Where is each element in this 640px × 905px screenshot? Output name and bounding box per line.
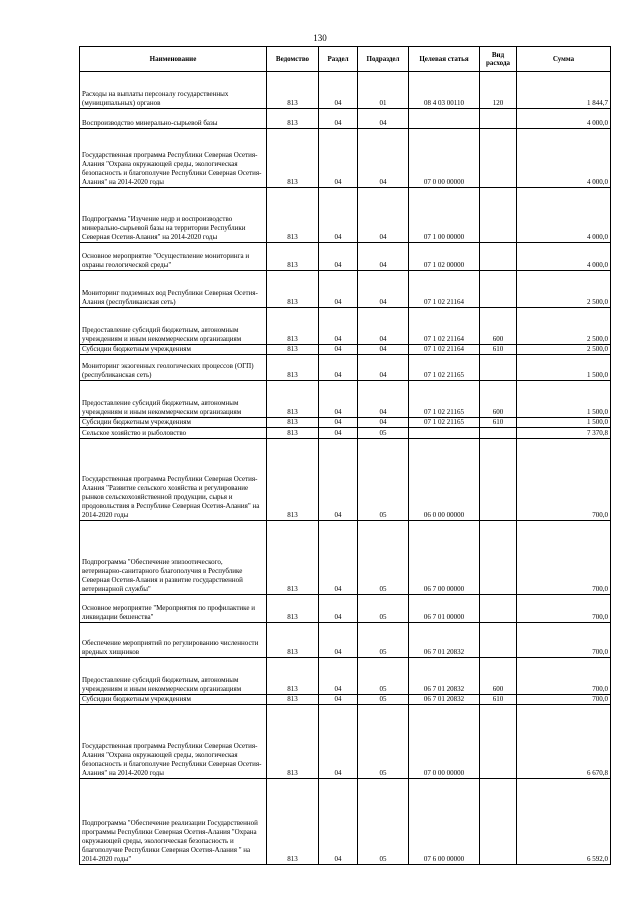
cell-section: 04 [319, 418, 358, 428]
cell-subsection: 04 [358, 308, 409, 345]
table-row [80, 109, 611, 129]
table-row [80, 695, 611, 705]
cell-expense [480, 779, 517, 865]
cell-subsection: 05 [358, 439, 409, 521]
table-row [80, 129, 611, 188]
cell-target: 06 7 01 20832 [409, 623, 480, 658]
cell-section: 04 [319, 381, 358, 418]
cell-section: 04 [319, 439, 358, 521]
table-row [80, 381, 611, 418]
cell-sum: 2 500,0 [517, 271, 611, 308]
cell-sum: 700,0 [517, 439, 611, 521]
cell-subsection: 04 [358, 129, 409, 188]
cell-expense: 120 [480, 72, 517, 109]
header-sum: Сумма [517, 47, 611, 72]
table-row [80, 345, 611, 355]
cell-ministry: 813 [267, 308, 319, 345]
table-body [80, 72, 611, 865]
cell-section: 04 [319, 355, 358, 381]
cell-target: 08 4 03 00110 [409, 72, 480, 109]
cell-name: Субсидии бюджетным учреждениям [80, 345, 267, 355]
cell-name: Субсидии бюджетным учреждениям [80, 418, 267, 428]
cell-section: 04 [319, 129, 358, 188]
cell-name: Расходы на выплаты персоналу государственных (муниципальных) органов [80, 72, 267, 109]
cell-sum: 2 500,0 [517, 345, 611, 355]
cell-name: Государственная программа Республики Северная Осетия-Алания "Охрана окружающей среды, экологическая безопасность и благополучие Республики Северная Осетия-Алания" на 2014-2020 годы [80, 129, 267, 188]
cell-section: 04 [319, 779, 358, 865]
table-row [80, 418, 611, 428]
cell-expense: 600 [480, 658, 517, 695]
cell-name: Подпрограмма "Обеспечение реализации Государственной программы Республики Северная Осетия-Алания "Охрана окружающей среды, экологическая безопасность и благополучие Республики Северная Осетия-Алания " на 2014-2020 годы" [80, 779, 267, 865]
header-expense: Вид расхода [480, 47, 517, 72]
table-row [80, 705, 611, 779]
cell-ministry: 813 [267, 658, 319, 695]
cell-sum: 700,0 [517, 623, 611, 658]
cell-section: 04 [319, 72, 358, 109]
cell-name: Сельское хозяйство и рыболовство [80, 428, 267, 439]
table-row [80, 779, 611, 865]
cell-name: Государственная программа Республики Северная Осетия-Алания "Развитие сельского хозяйства и регулирование рынков сельскохозяйственной продукции, сырья и продовольствия в Республике Северная Осетия-Алания" на 2014-2020 годы [80, 439, 267, 521]
cell-section: 04 [319, 109, 358, 129]
cell-ministry: 813 [267, 271, 319, 308]
cell-ministry: 813 [267, 705, 319, 779]
cell-expense: 600 [480, 308, 517, 345]
cell-name: Субсидии бюджетным учреждениям [80, 695, 267, 705]
cell-target: 07 1 02 21164 [409, 308, 480, 345]
table-row [80, 308, 611, 345]
cell-expense [480, 595, 517, 623]
cell-target: 07 0 00 00000 [409, 705, 480, 779]
cell-name: Основное мероприятие "Осуществление мониторинга и охраны геологической среды" [80, 243, 267, 271]
cell-section: 04 [319, 705, 358, 779]
cell-target: 07 1 02 21164 [409, 345, 480, 355]
cell-subsection: 04 [358, 418, 409, 428]
cell-sum: 1 500,0 [517, 355, 611, 381]
cell-subsection: 04 [358, 381, 409, 418]
cell-subsection: 01 [358, 72, 409, 109]
cell-subsection: 04 [358, 271, 409, 308]
cell-name: Мониторинг подземных вод Республики Северная Осетия-Алания (республиканская сеть) [80, 271, 267, 308]
cell-expense [480, 271, 517, 308]
header-section: Раздел [319, 47, 358, 72]
cell-ministry: 813 [267, 521, 319, 595]
cell-sum: 700,0 [517, 658, 611, 695]
cell-name: Государственная программа Республики Северная Осетия-Алания "Охрана окружающей среды, экологическая безопасность и благополучие Республики Северная Осетия-Алания" на 2014-2020 годы [80, 705, 267, 779]
cell-subsection: 05 [358, 695, 409, 705]
cell-subsection: 05 [358, 658, 409, 695]
cell-target: 07 1 02 21165 [409, 418, 480, 428]
table-row [80, 72, 611, 109]
cell-target: 07 6 00 00000 [409, 779, 480, 865]
cell-subsection: 05 [358, 428, 409, 439]
cell-name: Подпрограмма "Изучение недр и воспроизводство минерально-сырьевой базы на территории Республики Северная Осетия-Алания" на 2014-2020 годы [80, 188, 267, 243]
cell-target: 07 1 02 21165 [409, 381, 480, 418]
cell-section: 04 [319, 521, 358, 595]
cell-ministry: 813 [267, 188, 319, 243]
cell-section: 04 [319, 695, 358, 705]
cell-name: Воспроизводство минерально-сырьевой базы [80, 109, 267, 129]
cell-sum: 1 500,0 [517, 381, 611, 418]
page-number: 130 [313, 33, 327, 43]
cell-sum: 6 592,0 [517, 779, 611, 865]
cell-sum: 4 000,0 [517, 243, 611, 271]
cell-ministry: 813 [267, 243, 319, 271]
budget-table [79, 46, 611, 865]
table-row [80, 658, 611, 695]
cell-ministry: 813 [267, 779, 319, 865]
cell-sum: 6 670,8 [517, 705, 611, 779]
table-row [80, 428, 611, 439]
header-name: Наименование [80, 47, 267, 72]
table-row [80, 439, 611, 521]
cell-sum: 4 000,0 [517, 129, 611, 188]
cell-subsection: 05 [358, 779, 409, 865]
cell-expense [480, 623, 517, 658]
cell-expense [480, 109, 517, 129]
cell-expense: 610 [480, 345, 517, 355]
cell-sum: 1 500,0 [517, 418, 611, 428]
cell-ministry: 813 [267, 623, 319, 658]
cell-section: 04 [319, 243, 358, 271]
table-row [80, 188, 611, 243]
cell-subsection: 05 [358, 521, 409, 595]
cell-subsection: 04 [358, 109, 409, 129]
cell-expense: 610 [480, 418, 517, 428]
table-row [80, 521, 611, 595]
table-row [80, 355, 611, 381]
table-row [80, 623, 611, 658]
header-row [80, 47, 611, 72]
cell-target: 06 0 00 00000 [409, 439, 480, 521]
cell-sum: 700,0 [517, 695, 611, 705]
cell-subsection: 04 [358, 243, 409, 271]
cell-target [409, 109, 480, 129]
cell-ministry: 813 [267, 109, 319, 129]
header-ministry: Ведомство [267, 47, 319, 72]
cell-section: 04 [319, 271, 358, 308]
cell-name: Предоставление субсидий бюджетным, автономным учреждениям и иным некоммерческим организациям [80, 658, 267, 695]
cell-ministry: 813 [267, 355, 319, 381]
cell-expense [480, 439, 517, 521]
table-row [80, 595, 611, 623]
cell-target: 06 7 01 20832 [409, 658, 480, 695]
cell-subsection: 05 [358, 705, 409, 779]
cell-subsection: 04 [358, 188, 409, 243]
cell-sum: 700,0 [517, 595, 611, 623]
cell-target: 06 7 01 00000 [409, 595, 480, 623]
cell-section: 04 [319, 345, 358, 355]
cell-section: 04 [319, 428, 358, 439]
cell-name: Подпрограмма "Обеспечение эпизоотического, ветеринарно-санитарного благополучия в Республике Северная Осетия-Алания и развитие государственной ветеринарной службы" [80, 521, 267, 595]
cell-section: 04 [319, 595, 358, 623]
cell-ministry: 813 [267, 72, 319, 109]
cell-section: 04 [319, 308, 358, 345]
cell-ministry: 813 [267, 345, 319, 355]
cell-sum: 7 370,8 [517, 428, 611, 439]
cell-target: 07 1 02 00000 [409, 243, 480, 271]
cell-ministry: 813 [267, 381, 319, 418]
cell-sum: 2 500,0 [517, 308, 611, 345]
header-target: Целевая статья [409, 47, 480, 72]
cell-subsection: 04 [358, 355, 409, 381]
cell-section: 04 [319, 623, 358, 658]
cell-expense: 600 [480, 381, 517, 418]
cell-ministry: 813 [267, 695, 319, 705]
cell-subsection: 05 [358, 595, 409, 623]
cell-ministry: 813 [267, 595, 319, 623]
cell-section: 04 [319, 658, 358, 695]
cell-name: Предоставление субсидий бюджетным, автономным учреждениям и иным некоммерческим организациям [80, 381, 267, 418]
cell-expense [480, 521, 517, 595]
cell-expense [480, 705, 517, 779]
cell-sum: 4 000,0 [517, 109, 611, 129]
cell-subsection: 05 [358, 623, 409, 658]
cell-expense [480, 428, 517, 439]
cell-ministry: 813 [267, 439, 319, 521]
cell-ministry: 813 [267, 129, 319, 188]
table-row [80, 271, 611, 308]
cell-expense: 610 [480, 695, 517, 705]
cell-target: 07 1 02 21164 [409, 271, 480, 308]
cell-sum: 4 000,0 [517, 188, 611, 243]
cell-target: 06 7 00 00000 [409, 521, 480, 595]
cell-expense [480, 355, 517, 381]
cell-expense [480, 243, 517, 271]
cell-ministry: 813 [267, 428, 319, 439]
cell-target [409, 428, 480, 439]
cell-name: Предоставление субсидий бюджетным, автономным учреждениям и иным некоммерческим организациям [80, 308, 267, 345]
table-row [80, 243, 611, 271]
cell-target: 07 0 00 00000 [409, 129, 480, 188]
cell-name: Обеспечение мероприятий по регулированию численности вредных хищников [80, 623, 267, 658]
cell-name: Мониторинг экзогенных геологических процессов (ОГП) (республиканская сеть) [80, 355, 267, 381]
cell-expense [480, 188, 517, 243]
cell-sum: 1 844,7 [517, 72, 611, 109]
cell-target: 07 1 02 21165 [409, 355, 480, 381]
cell-ministry: 813 [267, 418, 319, 428]
header-subsection: Подраздел [358, 47, 409, 72]
cell-sum: 700,0 [517, 521, 611, 595]
cell-target: 06 7 01 20832 [409, 695, 480, 705]
cell-subsection: 04 [358, 345, 409, 355]
cell-target: 07 1 00 00000 [409, 188, 480, 243]
cell-expense [480, 129, 517, 188]
cell-name: Основное мероприятие "Мероприятия по профилактике и ликвидации бешенства" [80, 595, 267, 623]
cell-section: 04 [319, 188, 358, 243]
